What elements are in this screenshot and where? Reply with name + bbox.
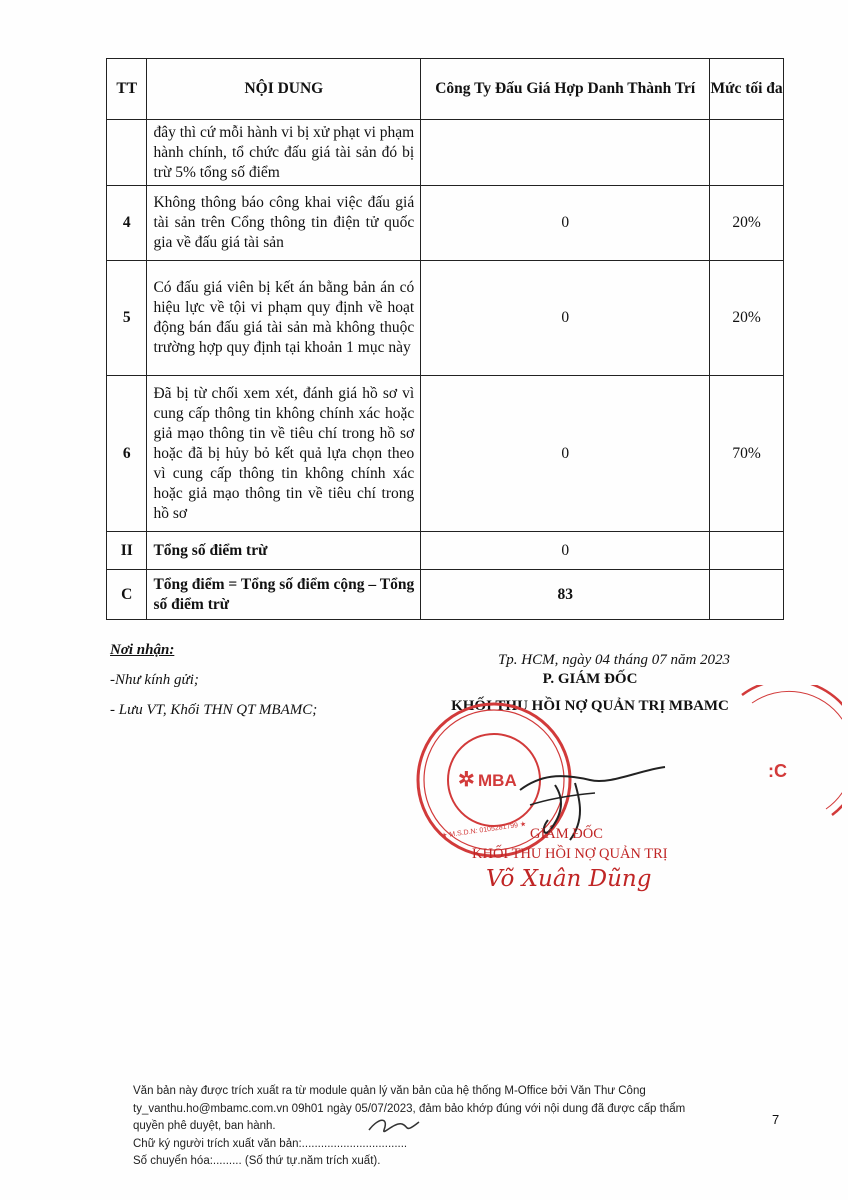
row-score: 0 [421,532,710,570]
svg-text:MBA: MBA [478,771,517,790]
row-max [710,120,784,186]
signer-position: GIÁM ĐỐC [530,826,603,842]
recipient-line: - Lưu VT, Khối THN QT MBAMC; [110,702,318,718]
recipient-line: -Như kính gửi; [110,672,199,688]
header-max: Mức tối đa [710,59,784,120]
footer-line: Chữ ký người trích xuất văn bản:................................. [133,1137,408,1150]
row-score: 0 [421,261,710,376]
table-row [107,261,784,376]
row-content: Tổng số điểm trừ [147,532,421,570]
header-noi-dung: NỘI DUNG [147,59,421,120]
table-row [107,376,784,532]
svg-text:✲: ✲ [458,769,475,791]
signer-title: P. GIÁM ĐỐC [542,671,638,687]
footer-line: Văn bản này được trích xuất ra từ module quản lý văn bản của hệ thống M-Office bởi Văn Thư Công [133,1085,646,1097]
signer-name: Võ Xuân Dũng [486,866,652,892]
row-tt: C [107,570,147,620]
recipients-label: Nơi nhận: [110,642,175,658]
row-score: 83 [421,570,710,620]
row-score: 0 [421,186,710,261]
row-tt: 5 [107,261,147,376]
header-tt: TT [107,59,147,120]
table-row [107,120,784,186]
row-max [710,532,784,570]
svg-text::C: :C [768,761,787,781]
row-content: Có đấu giá viên bị kết án bằng bản án có hiệu lực về tội vi phạm quy định về hoạt động bán đấu giá tài sản mà không thuộc trường hợp quy định tại khoản 1 mục này [147,261,421,376]
row-content: Tổng điểm = Tổng số điểm cộng – Tổng số điểm trừ [147,570,421,620]
row-content: đây thì cứ mỗi hành vi bị xử phạt vi phạm hành chính, tổ chức đấu giá tài sản đó bị trừ 5% tổng số điểm [147,120,421,186]
header-company: Công Ty Đấu Giá Hợp Danh Thành Trí [421,59,710,120]
recipients-block [110,642,317,732]
svg-text:★ M.S.D.N: 0105281799 ★: ★ M.S.D.N: 0105281799 ★ [440,820,527,840]
table-row [107,532,784,570]
row-max: 20% [710,186,784,261]
seal-fragment-icon [732,685,842,835]
row-score: 0 [421,376,710,532]
footer-line: Số chuyển hóa:......... (Số thứ tự.năm trích xuất). [133,1155,381,1167]
signer-department: KHỐI THU HỒI NỢ QUẢN TRỊ [472,846,668,862]
table-row [107,570,784,620]
row-tt [107,120,147,186]
row-content: Đã bị từ chối xem xét, đánh giá hồ sơ vì cung cấp thông tin không chính xác hoặc giả mạo thông tin về tiêu chí trong hồ sơ hoặc đã bị hủy bỏ kết quả lựa chọn theo vì cung cấp thông tin không chính xác hoặc giả mạo thông tin về tiêu chí trong hồ sơ [147,376,421,532]
row-max: 20% [710,261,784,376]
row-tt: 4 [107,186,147,261]
row-tt: 6 [107,376,147,532]
extractor-signature-icon [364,1112,424,1142]
row-max: 70% [710,376,784,532]
table-row [107,186,784,261]
issue-date: Tp. HCM, ngày 04 tháng 07 năm 2023 [497,652,731,668]
extraction-footer [133,1083,723,1171]
row-content: Không thông báo công khai việc đấu giá tài sản trên Cổng thông tin điện tử quốc gia về đấu giá tài sản [147,186,421,261]
footer-line: quyền phê duyệt, ban hành. [133,1120,276,1132]
row-score [421,120,710,186]
row-max [710,570,784,620]
table-header-row [107,59,784,120]
page-number: 7 [772,1112,780,1127]
score-table [106,58,784,620]
row-tt: II [107,532,147,570]
footer-line: ty_vanthu.ho@mbamc.com.vn 09h01 ngày 05/07/2023, đảm bảo khớp đúng với nội dung đã được cấp thẩm [133,1102,686,1115]
department-title: KHỐI THU HỒI NỢ QUẢN TRỊ MBAMC [451,698,729,714]
